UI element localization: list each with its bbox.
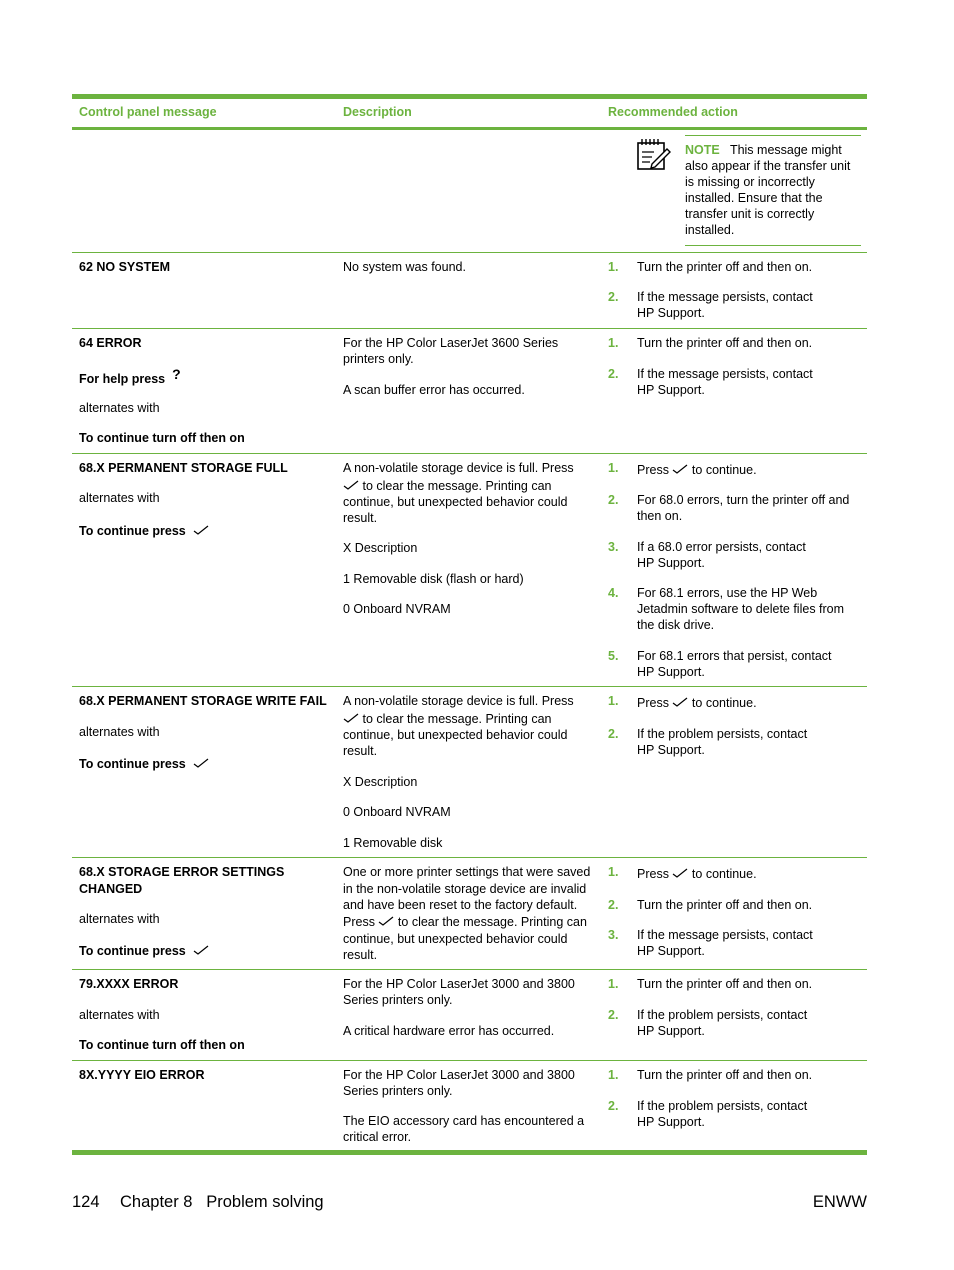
- action-text: HP Support.: [637, 1024, 705, 1038]
- action-fragment: Press: [637, 867, 669, 881]
- description-text: printers only.: [343, 352, 414, 366]
- row-divider: [72, 453, 867, 454]
- description-text: A non-volatile storage device is full. Press: [343, 461, 574, 475]
- continue-press-label: To continue press: [79, 524, 186, 538]
- description-text: A non-volatile storage device is full. Press: [343, 694, 574, 708]
- description-text: 0 Onboard NVRAM: [343, 602, 451, 616]
- note-bottom-rule: [685, 245, 861, 246]
- action-text: For 68.1 errors, use the HP Web: [637, 586, 818, 600]
- header-recommended-action: Recommended action: [608, 105, 738, 119]
- message-alternates: alternates with: [79, 401, 160, 415]
- action-text: [637, 695, 757, 711]
- continue-press-label: To continue press: [79, 944, 186, 958]
- step-number: 2.: [608, 1008, 619, 1022]
- action-text: If the problem persists, contact: [637, 1008, 808, 1022]
- message-help-press: [79, 366, 181, 387]
- note-line-6: installed.: [685, 223, 735, 237]
- message-79-error: 79.XXXX ERROR: [79, 977, 179, 991]
- action-text: the disk drive.: [637, 618, 715, 632]
- row-divider: [72, 857, 867, 858]
- action-text: If the problem persists, contact: [637, 1099, 808, 1113]
- description-text: For the HP Color LaserJet 3600 Series: [343, 336, 559, 350]
- message-64-error: 64 ERROR: [79, 336, 142, 350]
- description-text: 1 Removable disk (flash or hard): [343, 572, 524, 586]
- description-text: The EIO accessory card has encountered a: [343, 1114, 585, 1128]
- action-text: HP Support.: [637, 556, 705, 570]
- checkmark-icon: [343, 712, 359, 724]
- action-text: Turn the printer off and then on.: [637, 977, 813, 991]
- page-number: 124: [72, 1193, 100, 1211]
- action-fragment: Press: [637, 696, 669, 710]
- action-fragment: to continue.: [691, 867, 757, 881]
- message-continue-press: [79, 523, 209, 539]
- action-text: then on.: [637, 509, 683, 523]
- description-text: continue, but unexpected behavior could: [343, 728, 568, 742]
- message-continue: To continue turn off then on: [79, 1038, 245, 1052]
- row-divider: [72, 1060, 867, 1061]
- checkmark-icon: [193, 524, 209, 536]
- description-text: Series printers only.: [343, 1084, 453, 1098]
- description-text: [343, 711, 551, 727]
- message-8x-eio-error: 8X.YYYY EIO ERROR: [79, 1068, 205, 1082]
- action-text: Turn the printer off and then on.: [637, 336, 813, 350]
- note-line-2: also appear if the transfer unit: [685, 159, 851, 173]
- description-text: and have been reset to the factory default.: [343, 898, 578, 912]
- message-alternates: alternates with: [79, 725, 160, 739]
- step-number: 1.: [608, 977, 619, 991]
- action-text: For 68.1 errors that persist, contact: [637, 649, 832, 663]
- action-text: HP Support.: [637, 383, 705, 397]
- action-fragment: to continue.: [691, 696, 757, 710]
- row-divider: [72, 328, 867, 329]
- message-68x-storage-full: 68.X PERMANENT STORAGE FULL: [79, 461, 288, 475]
- row-divider: [72, 969, 867, 970]
- note-line-5: transfer unit is correctly: [685, 207, 815, 221]
- step-number: 2.: [608, 493, 619, 507]
- description-text: continue, but unexpected behavior could: [343, 495, 568, 509]
- description-text: 1 Removable disk: [343, 836, 443, 850]
- checkmark-icon: [672, 463, 688, 475]
- table-top-rule: [72, 94, 867, 99]
- action-text: HP Support.: [637, 665, 705, 679]
- description-text: X Description: [343, 541, 418, 555]
- action-text: Jetadmin software to delete files from: [637, 602, 845, 616]
- action-text: [637, 462, 757, 478]
- checkmark-icon: [343, 479, 359, 491]
- description-text: critical error.: [343, 1130, 412, 1144]
- note-text: This message might: [729, 143, 842, 157]
- checkmark-icon: [672, 867, 688, 879]
- message-62-no-system: 62 NO SYSTEM: [79, 260, 170, 274]
- message-alternates: alternates with: [79, 1008, 160, 1022]
- note-line-1: [685, 142, 842, 158]
- table-bottom-rule: [72, 1150, 867, 1155]
- description-text: 0 Onboard NVRAM: [343, 805, 451, 819]
- row-divider: [72, 686, 867, 687]
- description-text: in the non-volatile storage device are invalid: [343, 882, 587, 896]
- step-number: 1.: [608, 865, 619, 879]
- description-text: For the HP Color LaserJet 3000 and 3800: [343, 1068, 575, 1082]
- step-number: 2.: [608, 898, 619, 912]
- footer-right-label: ENWW: [812, 1193, 867, 1211]
- description-text: One or more printer settings that were saved: [343, 865, 591, 879]
- step-number: 1.: [608, 336, 619, 350]
- description-fragment: to clear the message. Printing can: [362, 712, 552, 726]
- header-description: Description: [343, 105, 412, 119]
- step-number: 2.: [608, 1099, 619, 1113]
- description-text: result.: [343, 744, 378, 758]
- step-number: 4.: [608, 586, 619, 600]
- action-fragment: Press: [637, 463, 669, 477]
- step-number: 2.: [608, 367, 619, 381]
- note-top-rule: [685, 135, 861, 136]
- action-text: If the problem persists, contact: [637, 727, 808, 741]
- description-text: result.: [343, 511, 378, 525]
- step-number: 2.: [608, 727, 619, 741]
- description-text: A critical hardware error has occurred.: [343, 1024, 555, 1038]
- action-text: [637, 866, 757, 882]
- chapter-title: Chapter 8 Problem solving: [120, 1193, 324, 1211]
- action-text: For 68.0 errors, turn the printer off and: [637, 493, 850, 507]
- header-control-panel-message: Control panel message: [79, 105, 217, 119]
- description-text: [343, 478, 551, 494]
- continue-press-label: To continue press: [79, 757, 186, 771]
- action-text: HP Support.: [637, 944, 705, 958]
- step-number: 1.: [608, 260, 619, 274]
- description-text: A scan buffer error has occurred.: [343, 383, 525, 397]
- step-number: 5.: [608, 649, 619, 663]
- description-fragment: Press: [343, 915, 375, 929]
- help-press-label: For help press: [79, 372, 166, 386]
- message-68x-settings-changed-2: CHANGED: [79, 882, 143, 896]
- message-continue-press: [79, 756, 209, 772]
- note-icon: [636, 138, 672, 172]
- action-text: Turn the printer off and then on.: [637, 260, 813, 274]
- step-number: 2.: [608, 290, 619, 304]
- checkmark-icon: [193, 757, 209, 769]
- description-text: For the HP Color LaserJet 3000 and 3800: [343, 977, 575, 991]
- description-text: continue, but unexpected behavior could: [343, 932, 568, 946]
- action-text: HP Support.: [637, 1115, 705, 1129]
- checkmark-icon: [193, 944, 209, 956]
- action-text: If the message persists, contact: [637, 928, 813, 942]
- step-number: 1.: [608, 1068, 619, 1082]
- action-text: Turn the printer off and then on.: [637, 898, 813, 912]
- action-text: HP Support.: [637, 743, 705, 757]
- description-text: Series printers only.: [343, 993, 453, 1007]
- note-label: NOTE: [685, 143, 720, 157]
- help-icon: ?: [172, 366, 181, 382]
- note-line-3: is missing or incorrectly: [685, 175, 815, 189]
- message-68x-write-fail: 68.X PERMANENT STORAGE WRITE FAIL: [79, 694, 327, 708]
- checkmark-icon: [378, 915, 394, 927]
- message-68x-settings-changed: 68.X STORAGE ERROR SETTINGS: [79, 865, 285, 879]
- description-text: No system was found.: [343, 260, 466, 274]
- action-text: If the message persists, contact: [637, 290, 813, 304]
- message-continue: To continue turn off then on: [79, 431, 245, 445]
- description-text: X Description: [343, 775, 418, 789]
- row-divider: [72, 252, 867, 253]
- description-fragment: to clear the message. Printing can: [397, 915, 587, 929]
- action-text: HP Support.: [637, 306, 705, 320]
- message-alternates: alternates with: [79, 912, 160, 926]
- description-text: result.: [343, 948, 378, 962]
- description-text: [343, 914, 587, 930]
- checkmark-icon: [672, 696, 688, 708]
- message-alternates: alternates with: [79, 491, 160, 505]
- header-bottom-rule: [72, 127, 867, 130]
- step-number: 1.: [608, 694, 619, 708]
- message-continue-press: [79, 943, 209, 959]
- step-number: 3.: [608, 540, 619, 554]
- action-text: If the message persists, contact: [637, 367, 813, 381]
- note-line-4: installed. Ensure that the: [685, 191, 823, 205]
- action-text: Turn the printer off and then on.: [637, 1068, 813, 1082]
- step-number: 3.: [608, 928, 619, 942]
- action-text: If a 68.0 error persists, contact: [637, 540, 806, 554]
- description-fragment: to clear the message. Printing can: [362, 479, 552, 493]
- step-number: 1.: [608, 461, 619, 475]
- action-fragment: to continue.: [691, 463, 757, 477]
